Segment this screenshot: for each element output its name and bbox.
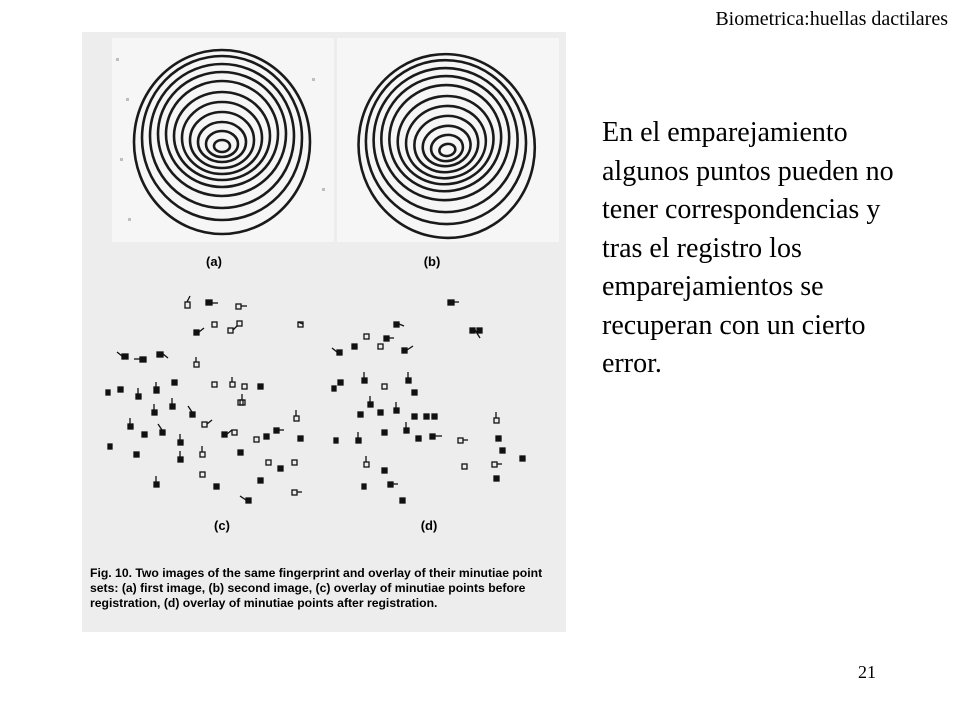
fingerprint-figure: [82, 32, 566, 632]
minutiae-overlay-plots: [82, 32, 566, 552]
slide-number: 21: [858, 662, 876, 682]
header-title: Biometrica:huellas dactilares: [715, 8, 948, 30]
label-b: (b): [423, 254, 441, 269]
slide-body-text: En el emparejamiento algunos puntos pueden no tener correspondencias y tras el registro los emparejamientos se recuperan con un cierto error.: [602, 117, 894, 379]
label-d: (d): [420, 518, 438, 533]
label-c: (c): [214, 518, 230, 533]
minutiae-set-d: [298, 300, 525, 503]
figure-caption: Fig. 10. Two images of the same fingerprint and overlay of their minutiae point sets: (a) first image, (b) second image, (c) overlay of minutiae points before registration, (d) overlay of minutiae points after registration.: [90, 566, 543, 610]
minutiae-set-c: [106, 296, 303, 503]
label-a: (a): [206, 254, 222, 269]
